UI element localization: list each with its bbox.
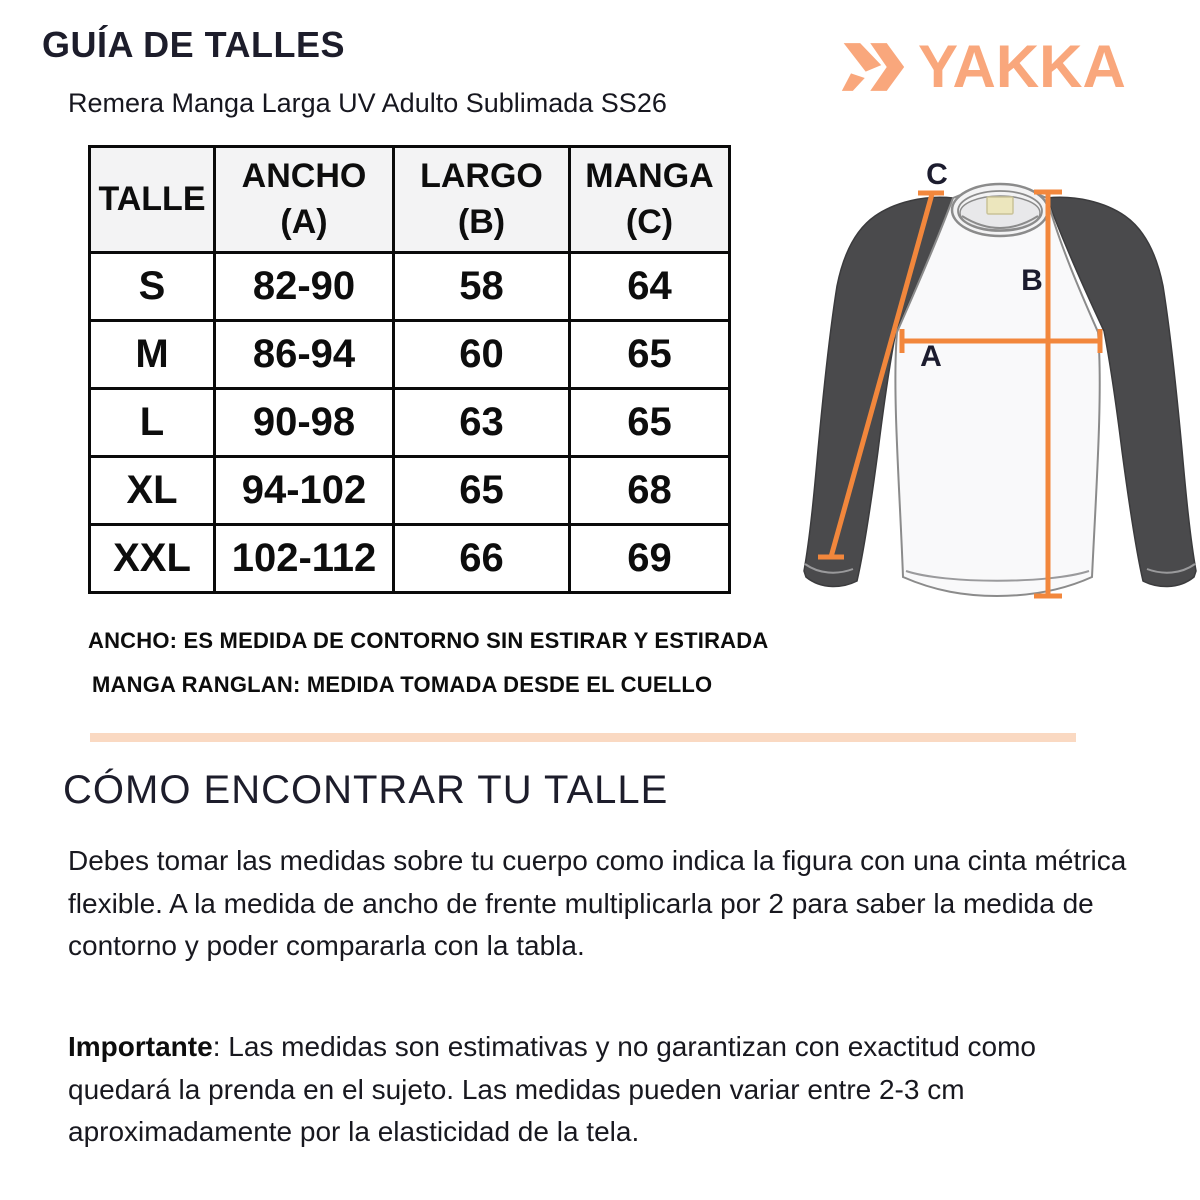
brand-logo — [840, 33, 1126, 100]
size-table-header-row — [90, 147, 730, 253]
how-to-heading: CÓMO ENCONTRAR TU TALLE — [63, 768, 669, 812]
label-a: A — [920, 340, 942, 373]
cell-ancho: 90-98 — [215, 389, 394, 457]
col-header-ancho: ANCHO (A) — [215, 147, 394, 253]
cell-manga: 68 — [570, 457, 730, 525]
neck-tag — [987, 197, 1013, 214]
cell-manga: 65 — [570, 389, 730, 457]
note-manga: MANGA RANGLAN: MEDIDA TOMADA DESDE EL CUELLO — [92, 672, 713, 697]
size-table — [88, 145, 731, 594]
label-c: C — [926, 158, 948, 191]
cell-largo: 58 — [394, 253, 570, 321]
important-text: : Las medidas son estimativas y no garantizan con exactitud como quedará la prenda en el sujeto. Las medidas pueden variar entre 2-3 cm aproximadamente por la elasticidad de la tela. — [68, 1031, 1037, 1148]
cell-manga: 65 — [570, 321, 730, 389]
cell-manga: 69 — [570, 525, 730, 593]
table-row — [90, 457, 730, 525]
shirt-measurement-diagram — [785, 150, 1200, 630]
label-b: B — [1021, 264, 1043, 297]
cell-size: XL — [90, 457, 215, 525]
product-subtitle: Remera Manga Larga UV Adulto Sublimada SS26 — [68, 88, 667, 118]
col-header-manga: MANGA (C) — [570, 147, 730, 253]
important-label: Importante — [68, 1031, 213, 1062]
table-row — [90, 321, 730, 389]
important-paragraph — [68, 1026, 1134, 1154]
table-row — [90, 525, 730, 593]
note-ancho: ANCHO: ES MEDIDA DE CONTORNO SIN ESTIRAR Y ESTIRADA — [88, 628, 769, 653]
table-row — [90, 253, 730, 321]
brand-name: YAKKA — [918, 33, 1126, 100]
page-title: GUÍA DE TALLES — [42, 24, 345, 65]
cell-manga: 64 — [570, 253, 730, 321]
cell-ancho: 102-112 — [215, 525, 394, 593]
instructions-paragraph: Debes tomar las medidas sobre tu cuerpo como indica la figura con una cinta métrica flexible. A la medida de ancho de frente multiplicarla por 2 para saber la medida de contorno y poder compararla con la tabla. — [68, 845, 1127, 962]
cell-size: L — [90, 389, 215, 457]
cell-largo: 63 — [394, 389, 570, 457]
cell-size: XXL — [90, 525, 215, 593]
col-header-talle: TALLE — [90, 147, 215, 253]
table-row — [90, 389, 730, 457]
cell-ancho: 86-94 — [215, 321, 394, 389]
cell-size: M — [90, 321, 215, 389]
cell-ancho: 82-90 — [215, 253, 394, 321]
cell-largo: 65 — [394, 457, 570, 525]
section-divider — [90, 733, 1076, 742]
brand-x-icon — [840, 36, 906, 98]
cell-largo: 66 — [394, 525, 570, 593]
cell-ancho: 94-102 — [215, 457, 394, 525]
col-header-largo: LARGO (B) — [394, 147, 570, 253]
cell-largo: 60 — [394, 321, 570, 389]
cell-size: S — [90, 253, 215, 321]
